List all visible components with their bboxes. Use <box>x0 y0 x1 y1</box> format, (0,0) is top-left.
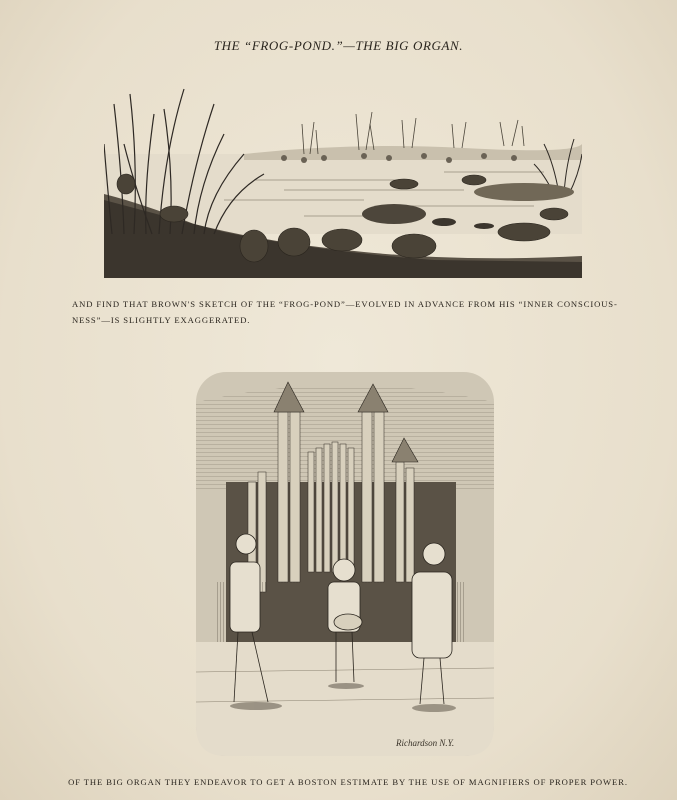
frog-pond-caption: AND FIND THAT BROWN'S SKETCH OF THE “FROG-POND”—EVOLVED IN ADVANCE FROM HIS “INNER CONSCIOUS-NESS”—IS SLIGHTLY EXAGGERATED. <box>72 299 618 325</box>
big-organ-illustration <box>196 372 494 756</box>
frog-pond-illustration <box>104 84 582 278</box>
big-organ-caption: OF THE BIG ORGAN THEY ENDEAVOR TO GET A BOSTON ESTIMATE BY THE USE OF MAGNIFIERS OF PROPER POWER. <box>68 777 628 787</box>
page-title: THE “FROG-POND.”—THE BIG ORGAN. <box>213 38 464 53</box>
artist-signature: Richardson N.Y. <box>396 738 455 748</box>
